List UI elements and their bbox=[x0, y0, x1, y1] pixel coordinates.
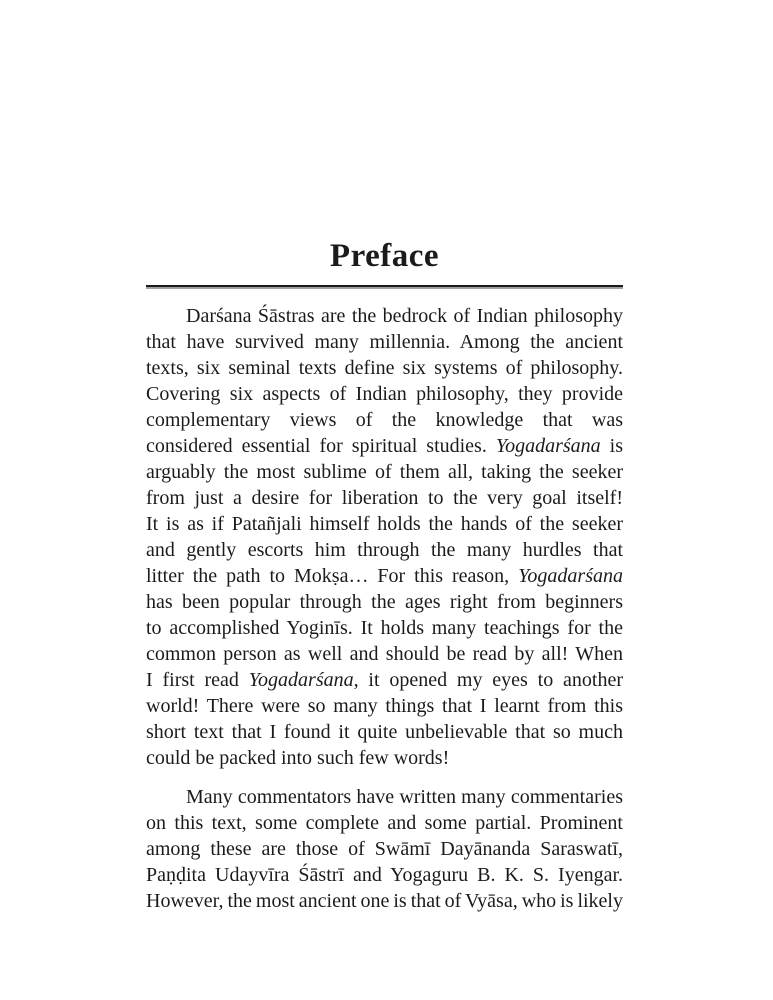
text-run: to accomplished Yoginīs. It holds many teachings for the bbox=[146, 617, 623, 639]
text-run: litter the path to Mokṣa… For this reason, bbox=[146, 565, 519, 587]
text-line bbox=[146, 589, 623, 615]
text-line bbox=[146, 511, 623, 537]
page-title: Preface bbox=[329, 238, 440, 274]
text-run: common person as well and should be read by all! When bbox=[146, 643, 623, 665]
paragraph bbox=[146, 784, 623, 914]
text-run: Darśana Śāstras are the bedrock of Indian philosophy bbox=[186, 305, 623, 327]
text-run: world! There were so many things that I learnt from this bbox=[146, 695, 623, 717]
text-run: complementary views of the knowledge that was bbox=[146, 409, 623, 431]
text-run: on this text, some complete and some partial. Prominent bbox=[146, 812, 623, 834]
text-run: and gently escorts him through the many hurdles that bbox=[146, 539, 623, 561]
text-line bbox=[146, 329, 623, 355]
paragraph bbox=[146, 303, 623, 771]
text-run: texts, six seminal texts define six systems of philosophy. bbox=[146, 357, 623, 379]
text-line bbox=[146, 433, 623, 459]
text-line bbox=[146, 459, 623, 485]
text-line bbox=[146, 888, 623, 914]
text-line bbox=[146, 355, 623, 381]
text-run: Many commentators have written many commentaries bbox=[186, 786, 623, 808]
text-run: that have survived many millennia. Among the ancient bbox=[146, 331, 623, 353]
text-run: It is as if Patañjali himself holds the hands of the seeker bbox=[146, 513, 623, 535]
text-line bbox=[146, 719, 623, 745]
title-rule bbox=[146, 285, 623, 289]
text-run: arguably the most sublime of them all, taking the seeker bbox=[146, 461, 623, 483]
text-line bbox=[146, 810, 623, 836]
text-line bbox=[146, 641, 623, 667]
text-run: from just a desire for liberation to the very goal itself! bbox=[146, 487, 623, 509]
text-run: has been popular through the ages right from beginners bbox=[146, 591, 623, 613]
text-line bbox=[146, 862, 623, 888]
italic-text-run: Yogadarśana bbox=[248, 669, 354, 691]
text-run: considered essential for spiritual studies. bbox=[146, 435, 496, 457]
text-run: is bbox=[600, 435, 623, 457]
text-run: However, the most ancient one is that of Vyāsa, who is likely bbox=[146, 890, 623, 912]
text-run: Paṇḍita Udayvīra Śāstrī and Yogaguru B. K. S. Iyengar. bbox=[146, 864, 623, 886]
text-line bbox=[146, 485, 623, 511]
text-line bbox=[146, 836, 623, 862]
text-run: could be packed into such few words! bbox=[146, 747, 450, 769]
text-run: short text that I found it quite unbelievable that so much bbox=[146, 721, 623, 743]
text-line bbox=[146, 693, 623, 719]
text-line bbox=[146, 745, 623, 771]
text-line bbox=[146, 381, 623, 407]
text-line bbox=[146, 407, 623, 433]
text-run: Covering six aspects of Indian philosophy, they provide bbox=[146, 383, 623, 405]
preface-content bbox=[146, 0, 623, 914]
text-run: , it opened my eyes to another bbox=[353, 669, 623, 691]
body-text bbox=[146, 303, 623, 914]
text-run: I first read bbox=[146, 669, 249, 691]
text-line bbox=[146, 667, 623, 693]
text-run: among these are those of Swāmī Dayānanda Saraswatī, bbox=[146, 838, 623, 860]
text-line bbox=[146, 537, 623, 563]
text-line bbox=[146, 303, 623, 329]
italic-text-run: Yogadarśana bbox=[495, 435, 601, 457]
text-line bbox=[146, 784, 623, 810]
text-line bbox=[146, 615, 623, 641]
text-line bbox=[146, 563, 623, 589]
italic-text-run: Yogadarśana bbox=[518, 565, 623, 587]
